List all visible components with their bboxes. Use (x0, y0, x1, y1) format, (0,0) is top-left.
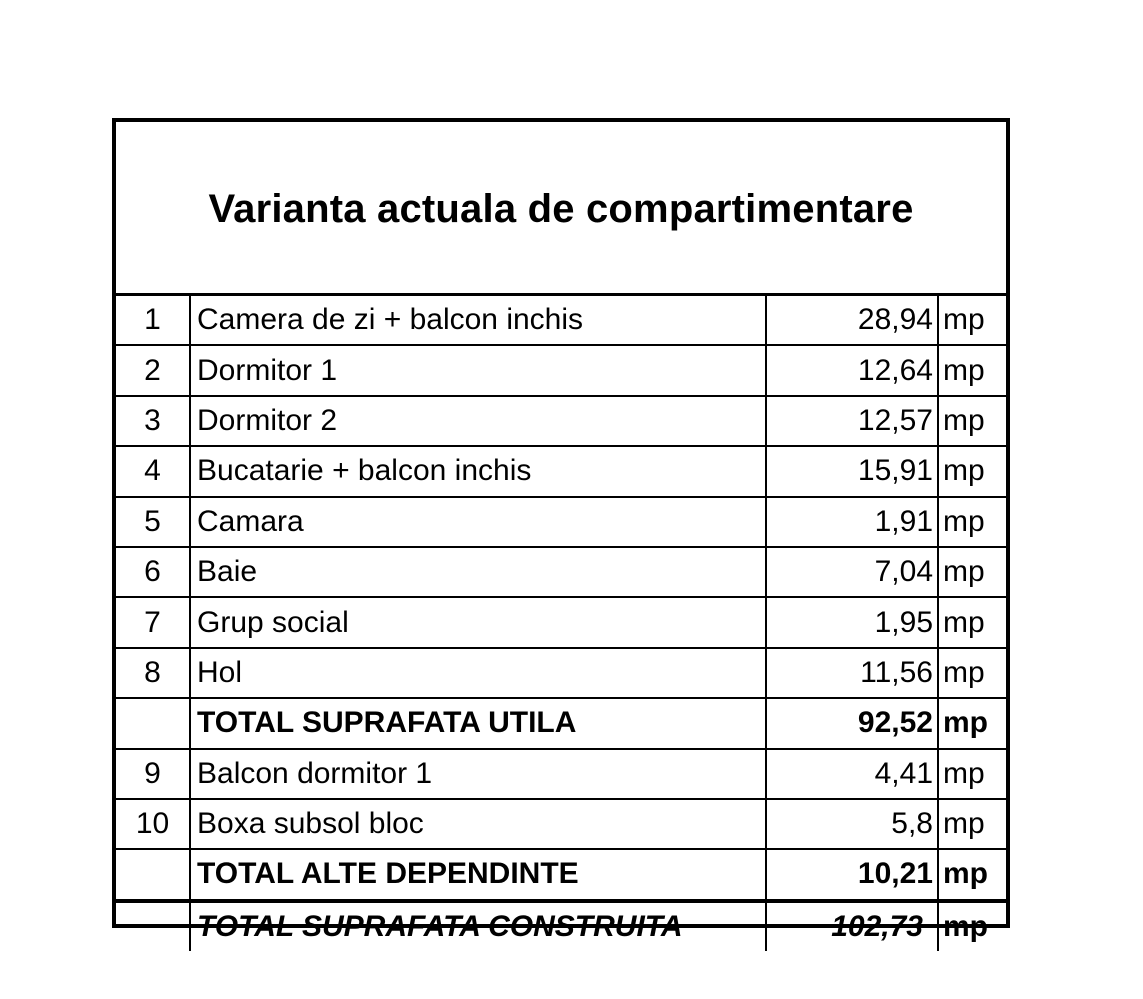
area-value: 11,56 (766, 648, 938, 698)
row-number: 1 (116, 296, 190, 345)
area-unit: mp (938, 296, 1006, 345)
room-name: Balcon dormitor 1 (190, 749, 766, 799)
row-number (116, 901, 190, 951)
area-unit: mp (938, 648, 1006, 698)
area-value: 5,8 (766, 799, 938, 849)
area-table-sheet (112, 118, 1010, 943)
total-usable-area-row (116, 698, 1006, 748)
room-name: Camara (190, 497, 766, 547)
row-number: 2 (116, 345, 190, 395)
room-name: Baie (190, 547, 766, 597)
row-number: 5 (116, 497, 190, 547)
room-name: Bucatarie + balcon inchis (190, 446, 766, 496)
area-unit: mp (938, 345, 1006, 395)
area-value: 7,04 (766, 547, 938, 597)
grand-total-label: TOTAL SUPRAFATA CONSTRUITA (190, 901, 766, 951)
area-value: 28,94 (766, 296, 938, 345)
area-unit: mp (938, 749, 1006, 799)
areas-table (116, 296, 1006, 951)
total-value: 92,52 (766, 698, 938, 748)
area-unit: mp (938, 698, 1006, 748)
table-row (116, 446, 1006, 496)
area-unit: mp (938, 799, 1006, 849)
row-number: 9 (116, 749, 190, 799)
grand-total-value: 102,73 (766, 901, 938, 951)
table-row (116, 799, 1006, 849)
area-unit: mp (938, 597, 1006, 647)
table-row (116, 749, 1006, 799)
row-number: 4 (116, 446, 190, 496)
table-row (116, 345, 1006, 395)
title-box (116, 122, 1006, 296)
total-label: TOTAL SUPRAFATA UTILA (190, 698, 766, 748)
area-value: 1,95 (766, 597, 938, 647)
area-value: 4,41 (766, 749, 938, 799)
room-name: Grup social (190, 597, 766, 647)
row-number: 10 (116, 799, 190, 849)
area-unit: mp (938, 497, 1006, 547)
row-number: 8 (116, 648, 190, 698)
room-name: Boxa subsol bloc (190, 799, 766, 849)
total-other-dependencies-row (116, 849, 1006, 900)
row-number: 7 (116, 597, 190, 647)
room-name: Hol (190, 648, 766, 698)
area-value: 12,64 (766, 345, 938, 395)
table-row (116, 396, 1006, 446)
table-row (116, 497, 1006, 547)
area-value: 15,91 (766, 446, 938, 496)
total-value: 10,21 (766, 849, 938, 900)
table-row (116, 648, 1006, 698)
row-number (116, 698, 190, 748)
area-unit: mp (938, 849, 1006, 900)
row-number: 3 (116, 396, 190, 446)
table-title: Varianta actuala de compartimentare (208, 187, 914, 231)
area-unit: mp (938, 547, 1006, 597)
table-row (116, 547, 1006, 597)
area-unit: mp (938, 446, 1006, 496)
room-name: Camera de zi + balcon inchis (190, 296, 766, 345)
row-number (116, 849, 190, 900)
area-unit: mp (938, 901, 1006, 951)
area-value: 12,57 (766, 396, 938, 446)
room-name: Dormitor 2 (190, 396, 766, 446)
room-name: Dormitor 1 (190, 345, 766, 395)
table-row (116, 597, 1006, 647)
total-built-area-row (116, 901, 1006, 951)
table-row (116, 296, 1006, 345)
row-number: 6 (116, 547, 190, 597)
area-value: 1,91 (766, 497, 938, 547)
total-label: TOTAL ALTE DEPENDINTE (190, 849, 766, 900)
area-unit: mp (938, 396, 1006, 446)
